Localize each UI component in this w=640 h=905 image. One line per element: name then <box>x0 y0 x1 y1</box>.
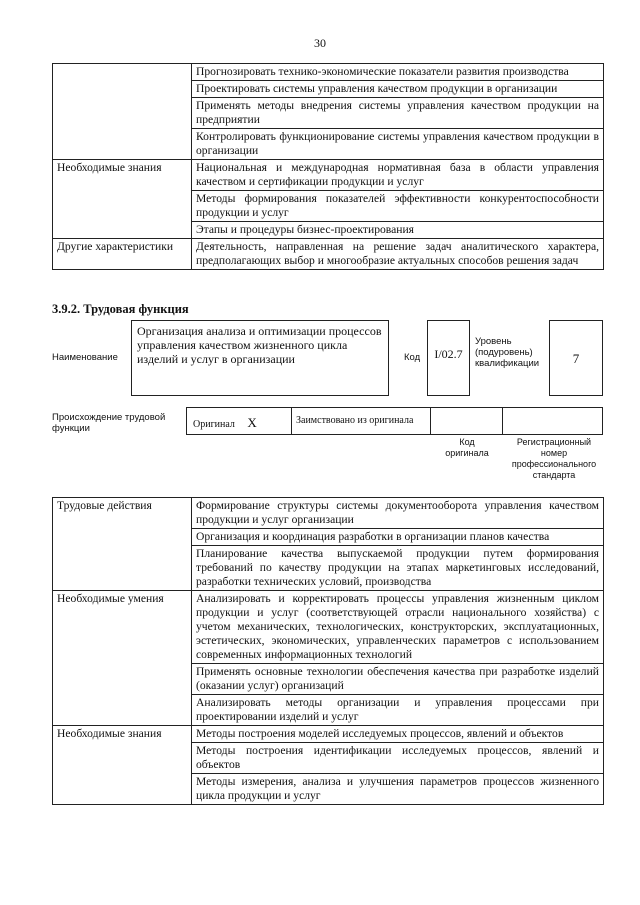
row-label-cell <box>53 529 192 546</box>
row-label-cell <box>53 191 192 222</box>
row-label-cell <box>53 591 192 664</box>
original-mark: X <box>247 415 257 430</box>
row-label-cell <box>53 664 192 695</box>
code-box <box>427 320 470 396</box>
table-row <box>53 546 604 591</box>
row-item: Применять методы внедрения системы управления качеством продукции на предприятии <box>192 98 604 129</box>
row-item: Методы измерения, анализа и улучшения параметров процессов жизненного цикла продукции и услуг <box>192 774 604 805</box>
table-row <box>53 160 604 191</box>
row-item: Методы построения идентификации исследуемых процессов, явлений и объектов <box>192 743 604 774</box>
row-label-cell <box>53 222 192 239</box>
row-label: Необходимые умения <box>57 592 164 605</box>
table-row <box>53 743 604 774</box>
reg-caption: Регистрационный номер профессионального стандарта <box>511 437 597 480</box>
table-row <box>53 498 604 529</box>
origin-label: Происхождение трудовой функции <box>52 412 166 434</box>
row-item: Формирование структуры системы документооборота управления качеством продукции и услуг организации <box>192 498 604 529</box>
table-row <box>53 695 604 726</box>
row-item: Применять основные технологии обеспечения качества при разработке изделий (оказании услуг) организаций <box>192 664 604 695</box>
level-label: Уровень (подуровень) квалификации <box>475 336 540 369</box>
row-label-cell <box>53 98 192 129</box>
table-row <box>53 591 604 664</box>
row-item: Проектировать системы управления качеством продукции в организации <box>192 81 604 98</box>
table-row <box>53 64 604 81</box>
borrowed-label: Заимствовано из оригинала <box>296 415 414 426</box>
row-item: Методы формирования показателей эффективности конкурентоспособности продукции и услуг <box>192 191 604 222</box>
table-row <box>53 81 604 98</box>
table-row <box>53 191 604 222</box>
page-number: 30 <box>314 36 326 50</box>
row-label-cell <box>53 546 192 591</box>
table-row <box>53 222 604 239</box>
code-label: Код <box>404 352 421 363</box>
origin-borrowed-cell <box>291 407 431 435</box>
row-item: Планирование качества выпускаемой продукции путем формирования требований по качеству продукции на этапах маркетинговых исследований, разработки технических условий, производства <box>192 546 604 591</box>
row-label-cell <box>53 774 192 805</box>
original-label: Оригинал <box>193 419 235 430</box>
origin-reg-cell <box>502 407 603 435</box>
row-item: Анализировать и корректировать процессы управления жизненным циклом продукции и услуг (соответствующей отрасли национального хозяйства) с учетом механических, технологических, конструкторских, эксплуатационных, эстетических, экономических, управленческих параметров с использованием современных информационных технологий <box>192 591 604 664</box>
level-value: 7 <box>572 351 580 366</box>
row-item: Деятельность, направленная на решение задач аналитического характера, предполагающих выбор и многообразие актуальных способов решения задач <box>192 239 604 270</box>
origin-code-cell <box>430 407 503 435</box>
row-label: Другие характеристики <box>57 240 174 253</box>
row-label-cell <box>53 160 192 191</box>
table-row <box>53 726 604 743</box>
row-label-cell <box>53 239 192 270</box>
origin-original-cell <box>186 407 292 435</box>
row-label: Трудовые действия <box>57 499 152 512</box>
table-row <box>53 129 604 160</box>
code-value: I/02.7 <box>434 347 463 361</box>
table-row <box>53 664 604 695</box>
row-item: Организация и координация разработки в организации планов качества <box>192 529 604 546</box>
name-label: Наименование <box>52 352 118 363</box>
labor-function-table <box>52 497 604 805</box>
row-label-cell <box>53 726 192 743</box>
requirements-table-continued <box>52 63 604 270</box>
table-row <box>53 774 604 805</box>
row-label: Необходимые знания <box>57 161 162 174</box>
level-box <box>549 320 603 396</box>
row-item: Анализировать методы организации и управления процессами при проектировании изделий и услуг <box>192 695 604 726</box>
row-label: Необходимые знания <box>57 727 162 740</box>
row-label-cell <box>53 129 192 160</box>
function-name-box <box>131 320 389 396</box>
table-row <box>53 98 604 129</box>
function-name: Организация анализа и оптимизации процессов управления качеством жизненного цикла изделий и услуг в организации <box>137 324 382 366</box>
row-label-cell <box>53 81 192 98</box>
row-item: Контролировать функционирование системы управления качеством продукции в организации <box>192 129 604 160</box>
table-row <box>53 529 604 546</box>
row-item: Национальная и международная нормативная база в области управления качеством и сертификации продукции и услуг <box>192 160 604 191</box>
code-caption: Код оригинала <box>445 437 489 458</box>
row-label-cell <box>53 498 192 529</box>
row-item: Прогнозировать технико-экономические показатели развития производства <box>192 64 604 81</box>
table-row <box>53 239 604 270</box>
row-item: Методы построения моделей исследуемых процессов, явлений и объектов <box>192 726 604 743</box>
row-item: Этапы и процедуры бизнес-проектирования <box>192 222 604 239</box>
row-label-cell <box>53 64 192 81</box>
section-heading: 3.9.2. Трудовая функция <box>52 302 189 316</box>
row-label-cell <box>53 743 192 774</box>
row-label-cell <box>53 695 192 726</box>
